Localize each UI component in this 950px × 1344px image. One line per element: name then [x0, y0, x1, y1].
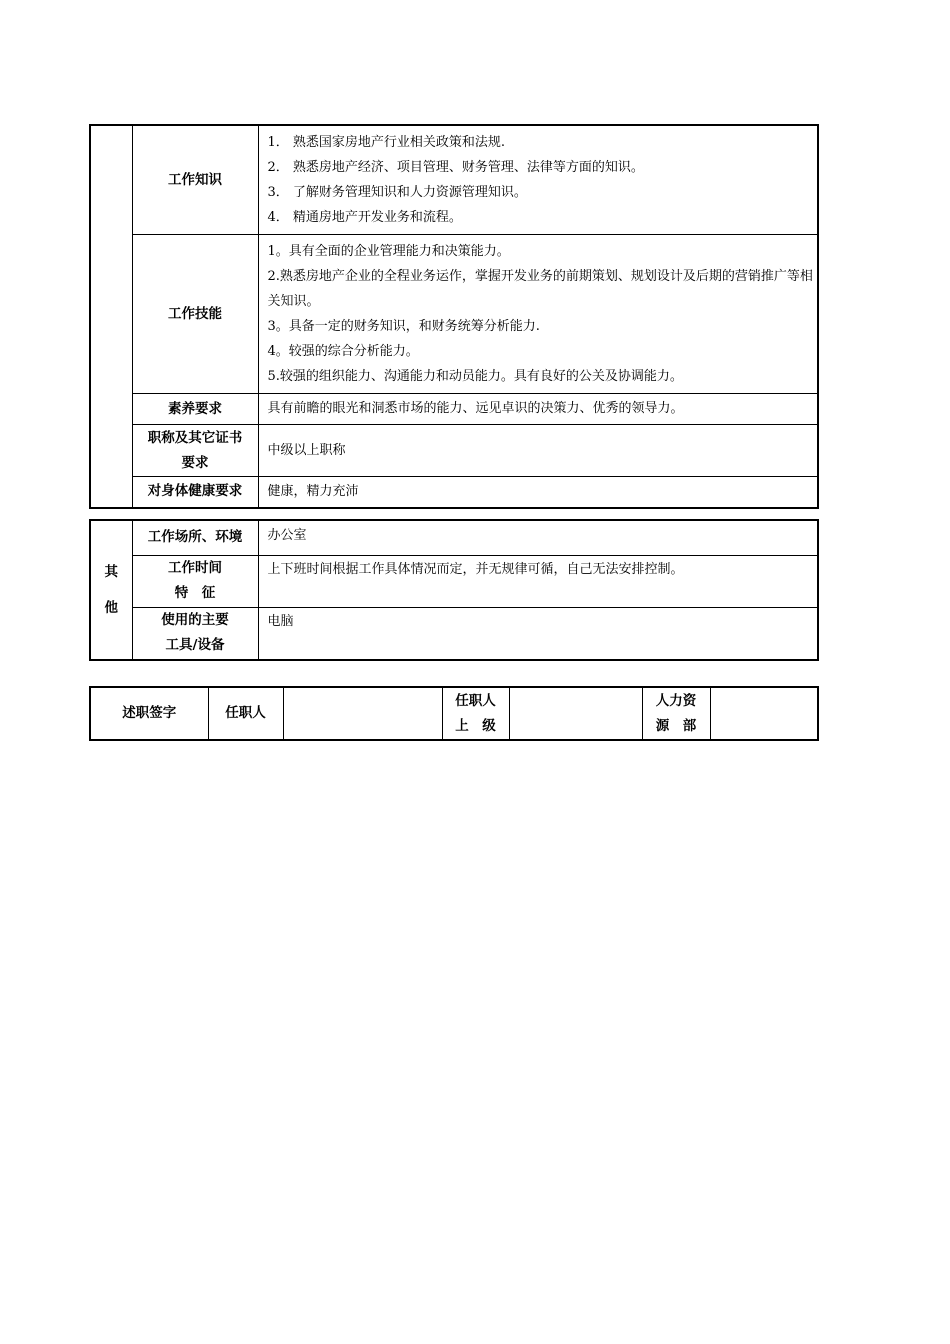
worktime-value: 上下班时间根据工作具体情况而定，并无规律可循，自己无法安排控制。: [258, 555, 818, 607]
skills-item: 3。具备一定的财务知识，和财务统筹分析能力.: [267, 319, 540, 334]
knowledge-item: 2． 熟悉房地产经济、项目管理、财务管理、法律等方面的知识。: [267, 160, 644, 175]
health-label: 对身体健康要求: [132, 477, 258, 508]
signature-table: [89, 686, 819, 741]
other-side-char: 其: [104, 564, 118, 580]
superior-label: [442, 687, 509, 740]
skills-item: 2.熟悉房地产企业的全程业务运作，掌握开发业务的前期策划、规划设计及后期的营销推广等相关知识。: [267, 269, 813, 309]
tools-value: 电脑: [258, 607, 818, 660]
knowledge-item: 4． 精通房地产开发业务和流程。: [267, 210, 462, 225]
cert-value: 中级以上职称: [258, 425, 818, 477]
cert-label-line1: 职称及其它证书: [147, 429, 243, 446]
skills-item: 4。较强的综合分析能力。: [267, 344, 419, 359]
superior-signature-field[interactable]: [509, 687, 642, 740]
superior-label-line2: 上 级: [455, 717, 496, 734]
other-table: [89, 519, 819, 661]
knowledge-item: 3． 了解财务管理知识和人力资源管理知识。: [267, 185, 527, 200]
hr-label: [642, 687, 710, 740]
incumbent-label: 任职人: [208, 687, 283, 740]
worktime-label-line2: 特 征: [174, 585, 216, 601]
hr-signature-field[interactable]: [710, 687, 818, 740]
cert-label-line2: 要求: [181, 454, 209, 471]
workplace-label: 工作场所、环境: [132, 520, 258, 555]
incumbent-signature-field[interactable]: [283, 687, 442, 740]
quality-label: 素养要求: [132, 394, 258, 425]
superior-label-line1: 任职人: [455, 692, 496, 709]
knowledge-content: [258, 125, 818, 235]
sign-title: 述职签字: [90, 687, 208, 740]
hr-label-line1: 人力资: [655, 692, 697, 709]
worktime-label-line1: 工作时间: [168, 560, 222, 576]
health-value: 健康，精力充沛: [258, 477, 818, 508]
skills-content: [258, 235, 818, 394]
quality-value: 具有前瞻的眼光和洞悉市场的能力、远见卓识的决策力、优秀的领导力。: [258, 394, 818, 425]
other-side-char: 他: [104, 600, 118, 616]
knowledge-label: 工作知识: [132, 125, 258, 235]
tools-label: [132, 607, 258, 660]
tools-label-line1: 使用的主要: [161, 612, 229, 629]
skills-label: 工作技能: [132, 235, 258, 394]
requirements-table: [89, 124, 819, 509]
worktime-label: [132, 555, 258, 607]
other-side-label: [90, 520, 132, 660]
knowledge-item: 1． 熟悉国家房地产行业相关政策和法规.: [267, 135, 506, 150]
cert-label: [132, 425, 258, 477]
skills-item: 1。具有全面的企业管理能力和决策能力。: [267, 244, 510, 259]
skills-item: 5.较强的组织能力、沟通能力和动员能力。具有良好的公关及协调能力。: [267, 369, 683, 384]
workplace-value: 办公室: [258, 520, 818, 555]
tools-label-line2: 工具/设备: [165, 637, 225, 654]
requirements-side-cell: [90, 125, 132, 508]
hr-label-line2: 源 部: [655, 717, 697, 734]
